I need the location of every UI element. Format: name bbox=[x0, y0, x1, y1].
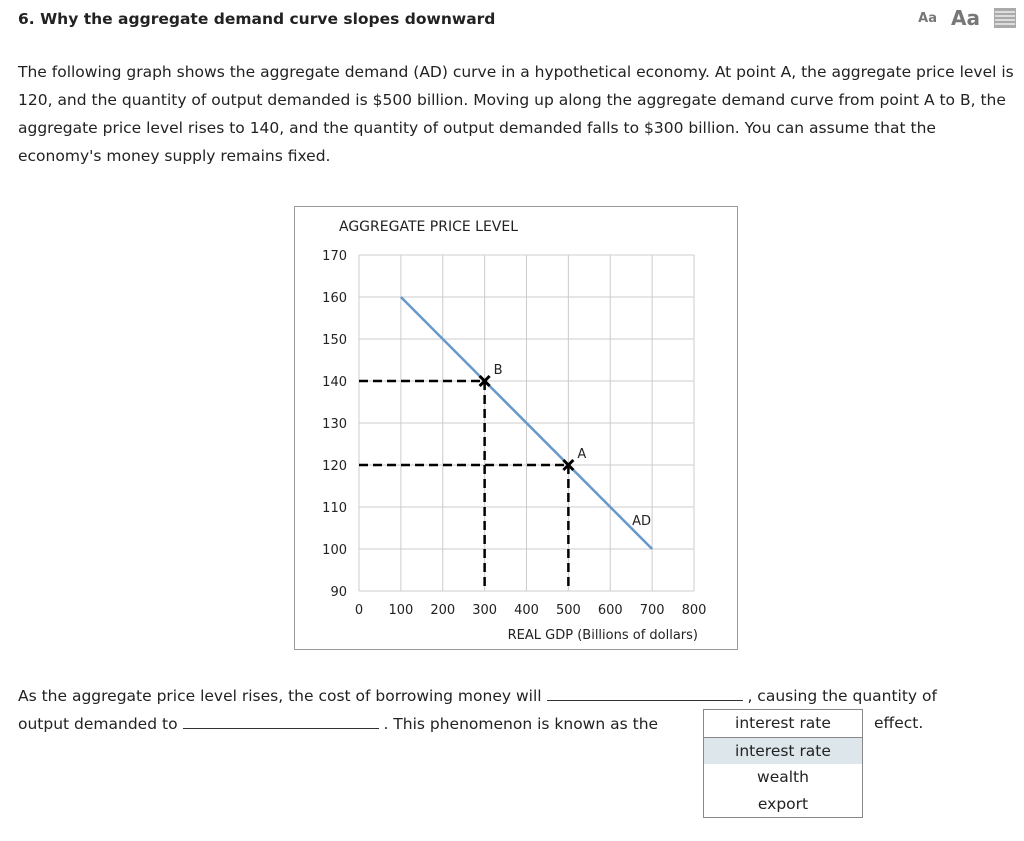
y-tick-label: 140 bbox=[322, 375, 347, 390]
dropdown-option-interest-rate[interactable]: interest rate bbox=[704, 738, 862, 765]
dropdown-option-wealth[interactable]: wealth bbox=[757, 768, 809, 786]
borrowing-cost-dropdown[interactable] bbox=[547, 682, 743, 701]
x-tick-label: 400 bbox=[514, 603, 539, 618]
x-tick-label: 500 bbox=[555, 603, 581, 618]
x-tick-label: 0 bbox=[354, 603, 364, 618]
decrease-font-button[interactable]: Aa bbox=[918, 10, 938, 26]
y-tick-label: 120 bbox=[322, 459, 347, 474]
y-tick-label: 150 bbox=[322, 333, 347, 348]
question-part1: As the aggregate price level rises, the cost of borrowing money will bbox=[18, 687, 542, 705]
ad-chart bbox=[295, 207, 739, 651]
print-icon[interactable] bbox=[994, 8, 1016, 28]
x-tick-label: 200 bbox=[430, 603, 456, 618]
effect-dropdown[interactable] bbox=[703, 709, 863, 818]
x-tick-label: 700 bbox=[639, 603, 665, 618]
ad-curve-label: AD bbox=[632, 514, 652, 529]
question-part2: , causing the quantity of bbox=[747, 687, 937, 705]
chart-container bbox=[294, 206, 738, 650]
y-tick-label: 160 bbox=[322, 291, 347, 306]
increase-font-button[interactable]: Aa bbox=[951, 6, 980, 30]
y-tick-label: 130 bbox=[322, 417, 347, 432]
intro-text: The following graph shows the aggregate demand (AD) curve in a hypothetical economy. At point A, the aggregate price level is 120, and the quantity of output demanded is $500 billion. Moving up along the aggregate demand curve from point A to B, the aggregate price level rises to 140, and the quantity of output demanded falls to $300 billion. You can assume that the economy's money supply remains fixed. bbox=[18, 63, 1014, 165]
x-tick-label: 300 bbox=[472, 603, 498, 618]
y-axis-label: AGGREGATE PRICE LEVEL bbox=[339, 219, 519, 235]
output-demanded-dropdown[interactable] bbox=[183, 710, 379, 729]
x-tick-label: 600 bbox=[597, 603, 623, 618]
question-text bbox=[18, 682, 1018, 738]
y-tick-label: 100 bbox=[322, 543, 347, 558]
point-label-A: A bbox=[577, 447, 587, 462]
question-part5: effect. bbox=[874, 714, 924, 732]
y-tick-label: 110 bbox=[322, 501, 347, 516]
y-tick-label: 170 bbox=[322, 249, 347, 264]
y-tick-label: 90 bbox=[330, 585, 347, 600]
toolbar bbox=[918, 6, 1016, 30]
dropdown-option-export[interactable]: export bbox=[757, 794, 809, 813]
x-tick-label: 100 bbox=[388, 603, 414, 618]
effect-dropdown-selected[interactable]: interest rate bbox=[704, 710, 862, 738]
question-part3: output demanded to bbox=[18, 715, 178, 733]
x-tick-label: 800 bbox=[681, 603, 707, 618]
question-part4: . This phenomenon is known as the bbox=[383, 715, 659, 733]
x-axis-label: REAL GDP (Billions of dollars) bbox=[507, 628, 698, 643]
question-title: 6. Why the aggregate demand curve slopes downward bbox=[18, 10, 496, 28]
point-label-B: B bbox=[493, 363, 503, 378]
